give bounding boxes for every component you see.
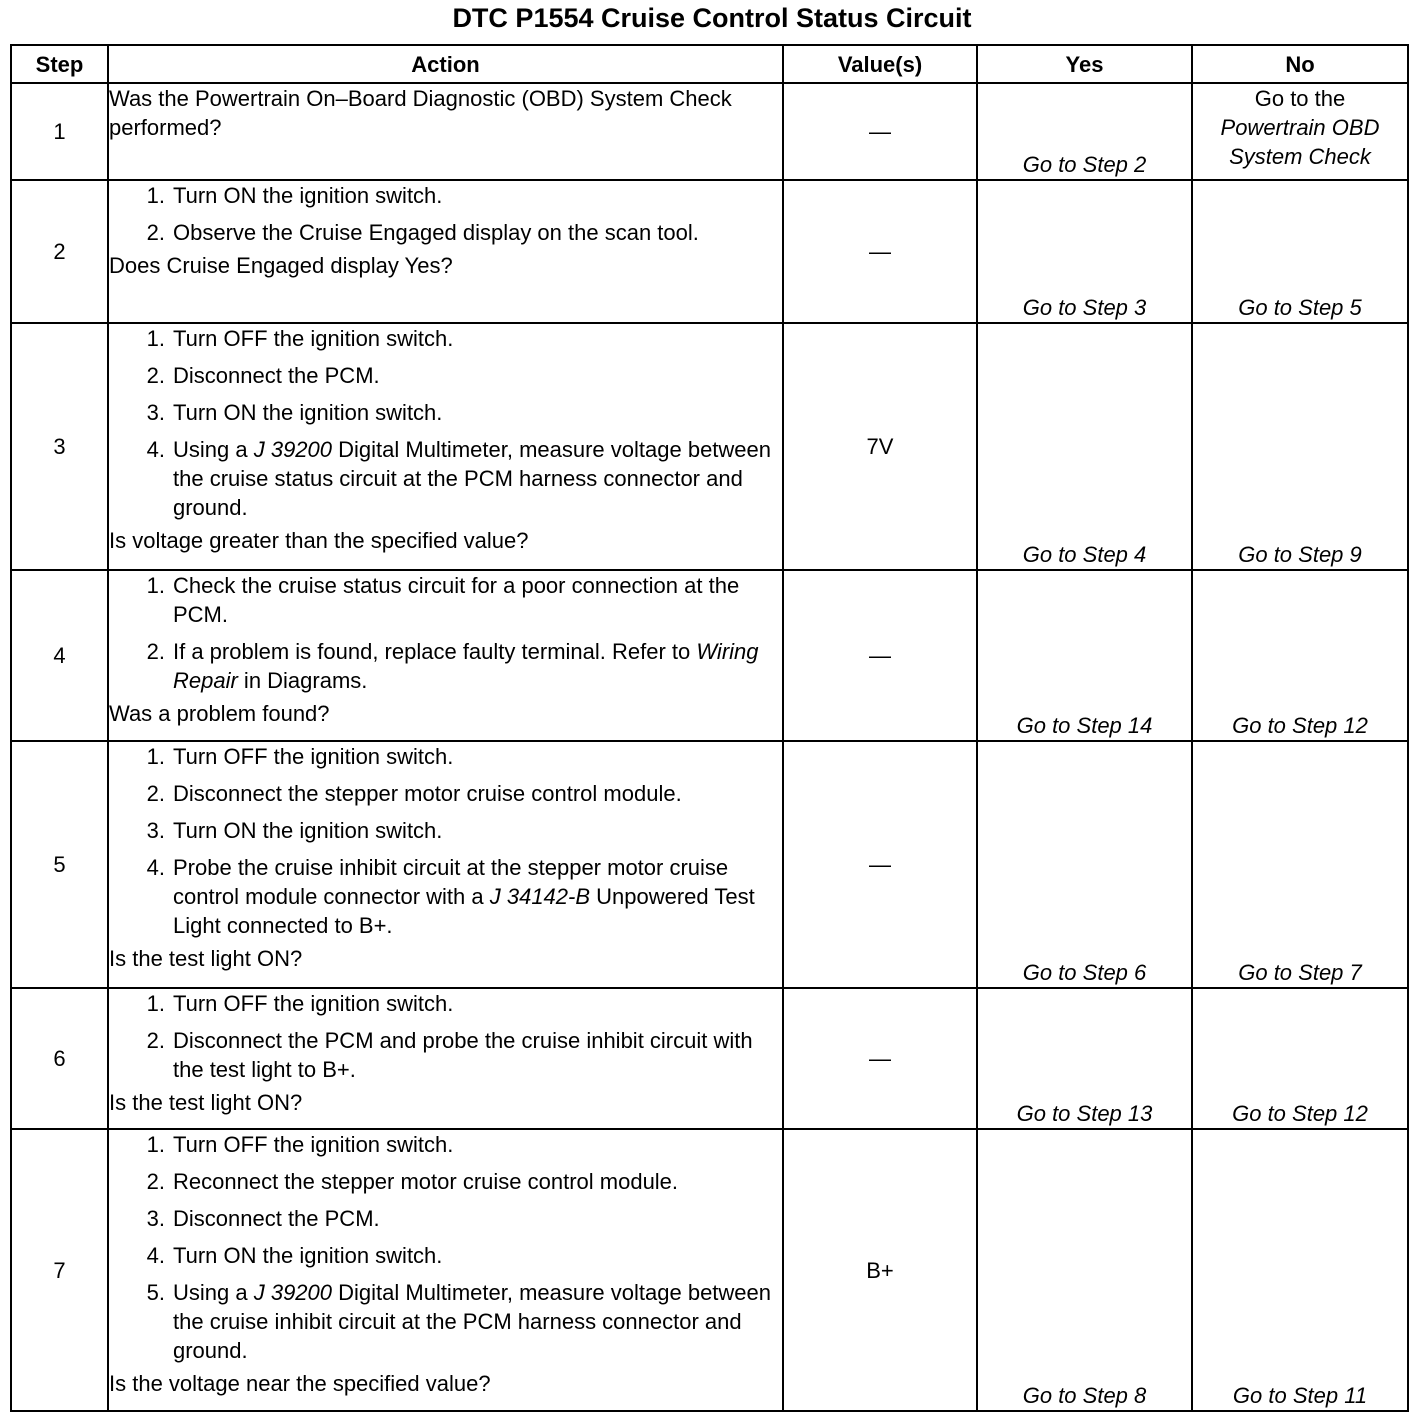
step-number: 5 <box>11 741 108 988</box>
action-question: Was the Powertrain On–Board Diagnostic (OBD) System Check performed? <box>109 86 732 140</box>
action-steps <box>109 324 782 522</box>
step-number: 2 <box>11 180 108 323</box>
no-text: Go to the <box>1254 86 1346 111</box>
yes-link[interactable]: Go to Step 4 <box>977 323 1192 570</box>
list-item: 4. Probe the cruise inhibit circuit at the stepper motor cruise control module connector with a J 34142-B Unpowered Test Light connected to B+. <box>146 855 755 938</box>
action-question: Does Cruise Engaged display Yes? <box>109 253 453 278</box>
action-cell <box>108 741 783 988</box>
no-link[interactable]: Go to Step 12 <box>1192 570 1408 741</box>
list-item: 3. Turn ON the ignition switch. <box>146 400 443 425</box>
action-question: Is the test light ON? <box>109 1090 303 1115</box>
list-item: 2. Disconnect the stepper motor cruise control module. <box>146 781 682 806</box>
action-cell <box>108 323 783 570</box>
step-number: 3 <box>11 323 108 570</box>
list-item: 1. Check the cruise status circuit for a poor connection at the PCM. <box>146 573 740 627</box>
table-row <box>11 570 1408 741</box>
step-number: 1 <box>11 83 108 180</box>
action-cell <box>108 83 783 180</box>
list-item: 2. Reconnect the stepper motor cruise control module. <box>146 1169 679 1194</box>
header-action: Action <box>108 45 783 83</box>
action-cell <box>108 988 783 1129</box>
action-steps <box>109 1130 782 1365</box>
action-question: Is voltage greater than the specified value? <box>109 528 529 553</box>
list-item: 2. Disconnect the PCM. <box>146 363 380 388</box>
value-cell: 7V <box>783 323 977 570</box>
action-cell <box>108 180 783 323</box>
step-number: 4 <box>11 570 108 741</box>
header-yes: Yes <box>977 45 1192 83</box>
no-link[interactable]: Go to Step 12 <box>1192 988 1408 1129</box>
value-cell: — <box>783 741 977 988</box>
table-row <box>11 1129 1408 1411</box>
no-link[interactable]: Go to Step 5 <box>1192 180 1408 323</box>
action-steps <box>109 742 782 940</box>
value-cell: — <box>783 180 977 323</box>
list-item: 3. Turn ON the ignition switch. <box>146 818 443 843</box>
list-item: 2. Disconnect the PCM and probe the cruise inhibit circuit with the test light to B+. <box>146 1028 753 1082</box>
list-item: 1. Turn ON the ignition switch. <box>146 183 443 208</box>
action-cell <box>108 570 783 741</box>
action-steps <box>109 989 782 1084</box>
yes-link[interactable]: Go to Step 6 <box>977 741 1192 988</box>
no-link[interactable]: System Check <box>1229 144 1371 169</box>
no-cell[interactable] <box>1192 83 1408 180</box>
yes-link[interactable]: Go to Step 8 <box>977 1129 1192 1411</box>
list-item: 4. Using a J 39200 Digital Multimeter, measure voltage between the cruise status circuit at the PCM harness connector and ground. <box>146 437 772 520</box>
header-no: No <box>1192 45 1408 83</box>
action-steps <box>109 181 782 247</box>
action-cell <box>108 1129 783 1411</box>
action-question: Is the voltage near the specified value? <box>109 1371 491 1396</box>
yes-link[interactable]: Go to Step 13 <box>977 988 1192 1129</box>
list-item: 1. Turn OFF the ignition switch. <box>146 991 454 1016</box>
page-title: DTC P1554 Cruise Control Status Circuit <box>452 3 972 33</box>
header-step: Step <box>11 45 108 83</box>
action-question: Is the test light ON? <box>109 946 303 971</box>
value-cell: B+ <box>783 1129 977 1411</box>
list-item: 1. Turn OFF the ignition switch. <box>146 1132 454 1157</box>
yes-link[interactable]: Go to Step 3 <box>977 180 1192 323</box>
list-item: 1. Turn OFF the ignition switch. <box>146 326 454 351</box>
step-number: 6 <box>11 988 108 1129</box>
table-row <box>11 741 1408 988</box>
diagnostic-table <box>10 44 1409 1412</box>
no-link[interactable]: Go to Step 9 <box>1192 323 1408 570</box>
value-cell: — <box>783 988 977 1129</box>
no-link[interactable]: Go to Step 11 <box>1192 1129 1408 1411</box>
header-values: Value(s) <box>783 45 977 83</box>
value-cell: — <box>783 83 977 180</box>
no-link[interactable]: Powertrain OBD <box>1220 115 1380 140</box>
header-row <box>11 45 1408 83</box>
list-item: 3. Disconnect the PCM. <box>146 1206 380 1231</box>
table-row <box>11 180 1408 323</box>
list-item: 1. Turn OFF the ignition switch. <box>146 744 454 769</box>
step-number: 7 <box>11 1129 108 1411</box>
list-item: 2. Observe the Cruise Engaged display on the scan tool. <box>146 220 699 245</box>
yes-link[interactable]: Go to Step 14 <box>977 570 1192 741</box>
action-steps <box>109 571 782 695</box>
table-row <box>11 83 1408 180</box>
list-item: 4. Turn ON the ignition switch. <box>146 1243 443 1268</box>
table-row <box>11 323 1408 570</box>
list-item: 2. If a problem is found, replace faulty terminal. Refer to Wiring Repair in Diagrams. <box>146 639 759 693</box>
action-question: Was a problem found? <box>109 701 330 726</box>
value-cell: — <box>783 570 977 741</box>
list-item: 5. Using a J 39200 Digital Multimeter, measure voltage between the cruise inhibit circuit at the PCM harness connector and ground. <box>146 1280 772 1363</box>
yes-link[interactable]: Go to Step 2 <box>977 83 1192 180</box>
no-link[interactable]: Go to Step 7 <box>1192 741 1408 988</box>
table-row <box>11 988 1408 1129</box>
